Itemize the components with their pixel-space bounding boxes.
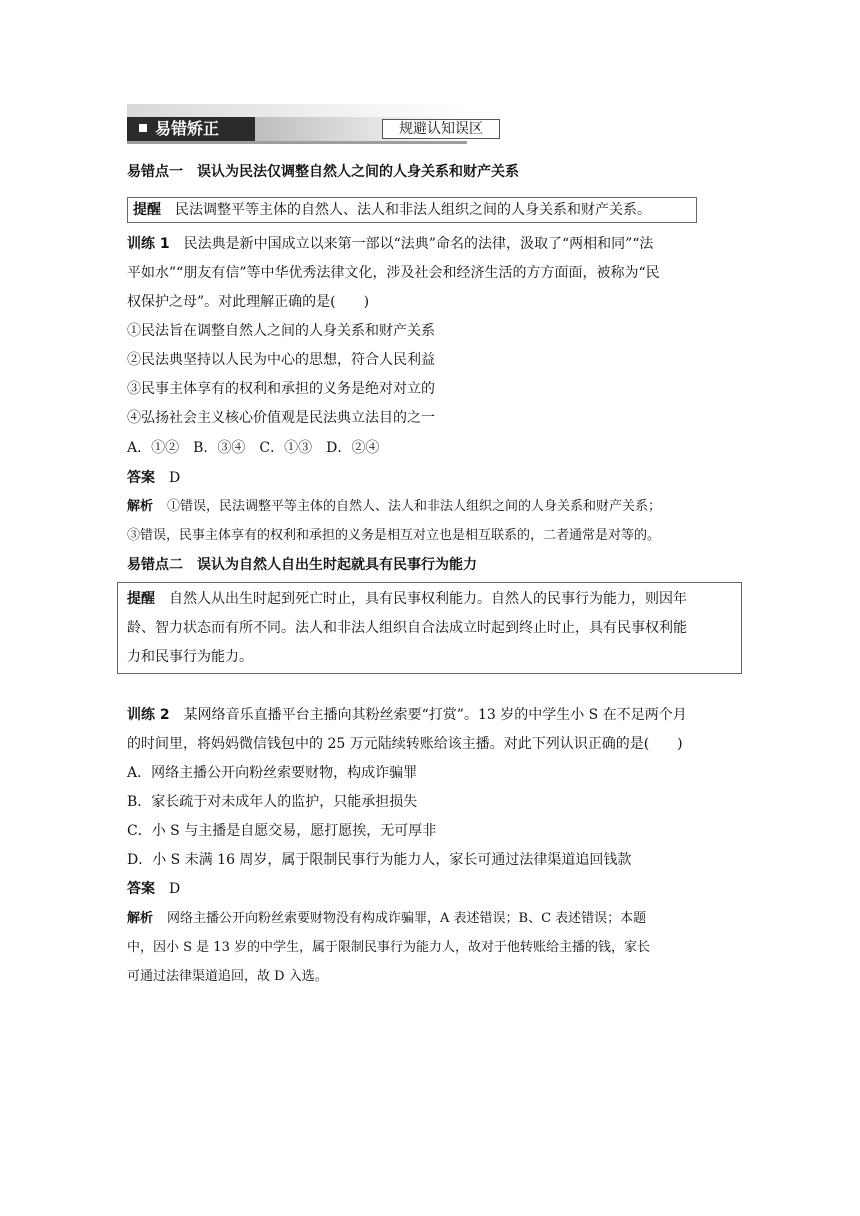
tip-label: 提醒 bbox=[133, 202, 161, 218]
square-bullet-icon bbox=[139, 124, 147, 132]
section2-tip-line-2: 龄、智力状态而有所不同。法人和非法人组织自合法成立时起到终止时止，具有民事权利能 bbox=[127, 620, 687, 636]
question1-line-2: 平如水”“朋友有信”等中华优秀法律文化，涉及社会和经济生活的方方面面，被称为“民 bbox=[127, 265, 660, 281]
question1-option-2: ②民法典坚持以人民为中心的思想，符合人民利益 bbox=[127, 352, 435, 368]
banner-subtitle: 规避认知误区 bbox=[382, 119, 500, 139]
banner-subtitle-strip bbox=[255, 117, 483, 141]
answer2-value: D bbox=[169, 881, 181, 897]
answer1-label: 答案 bbox=[127, 470, 155, 486]
question2-line-2: 的时间里，将妈妈微信钱包中的 25 万元陆续转账给该主播。对此下列认识正确的是( ) bbox=[127, 736, 683, 752]
tip-text: 民法调整平等主体的自然人、法人和非法人组织之间的人身关系和财产关系。 bbox=[175, 202, 651, 218]
question2-option-d: D．小 S 未满 16 周岁，属于限制民事行为能力人，家长可通过法律渠道追回钱款 bbox=[127, 852, 632, 868]
section-banner bbox=[127, 104, 483, 144]
analysis2-line-1: 解析 网络主播公开向粉丝索要财物没有构成诈骗罪，A 表述错误；B、C 表述错误；本题 bbox=[127, 911, 647, 926]
question1-option-3: ③民事主体享有的权利和承担的义务是绝对对立的 bbox=[127, 381, 435, 397]
banner-title bbox=[127, 117, 255, 141]
banner-top-strip bbox=[127, 104, 467, 117]
section1-tip bbox=[133, 200, 651, 220]
question1-line-1: 训练 1 民法典是新中国成立以来第一部以“法典”命名的法律，汲取了“两相和同”“法 bbox=[127, 236, 654, 252]
section2-tip-line-1: 提醒 自然人从出生时起到死亡时止，具有民事权利能力。自然人的民事行为能力，则因年 bbox=[127, 591, 687, 607]
question1-label: 训练 1 bbox=[127, 236, 170, 252]
question2-option-c: C．小 S 与主播是自愿交易，愿打愿挨，无可厚非 bbox=[127, 823, 437, 839]
question1-choices: A．①② B．③④ C．①③ D．②④ bbox=[127, 440, 380, 456]
section2-tip-line-3: 力和民事行为能力。 bbox=[127, 649, 253, 665]
banner-title-text: 易错矫正 bbox=[155, 119, 220, 138]
question1-option-1: ①民法旨在调整自然人之间的人身关系和财产关系 bbox=[127, 323, 435, 339]
analysis1-line-1: 解析 ①错误，民法调整平等主体的自然人、法人和非法人组织之间的人身关系和财产关系； bbox=[127, 499, 662, 514]
analysis2-line-2: 中，因小 S 是 13 岁的中学生，属于限制民事行为能力人，故对于他转账给主播的钱，家长 bbox=[127, 940, 650, 955]
banner-bottom-strip bbox=[127, 141, 467, 144]
question2-option-a: A．网络主播公开向粉丝索要财物，构成诈骗罪 bbox=[127, 765, 418, 781]
question2-line-1: 训练 2 某网络音乐直播平台主播向其粉丝索要“打赏”。13 岁的中学生小 S 在不足两个月 bbox=[127, 707, 687, 723]
tip2-label: 提醒 bbox=[127, 591, 155, 607]
answer2-label: 答案 bbox=[127, 881, 155, 897]
analysis2-line-3: 可通过法律渠道追回，故 D 入选。 bbox=[127, 969, 328, 984]
question1-option-4: ④弘扬社会主义核心价值观是民法典立法目的之一 bbox=[127, 410, 435, 426]
answer1-value: D bbox=[169, 470, 181, 486]
analysis2-label: 解析 bbox=[127, 911, 154, 926]
question2-label: 训练 2 bbox=[127, 707, 170, 723]
analysis1-line-2: ③错误，民事主体享有的权利和承担的义务是相互对立也是相互联系的，二者通常是对等的。 bbox=[127, 528, 661, 543]
answer1 bbox=[127, 468, 180, 488]
question2-option-b: B．家长疏于对未成年人的监护，只能承担损失 bbox=[127, 794, 418, 810]
section1-heading: 易错点一 误认为民法仅调整自然人之间的人身关系和财产关系 bbox=[127, 164, 519, 180]
section2-heading: 易错点二 误认为自然人自出生时起就具有民事行为能力 bbox=[127, 557, 477, 573]
question1-line-3: 权保护之母”。对此理解正确的是( ) bbox=[127, 294, 370, 310]
analysis1-label: 解析 bbox=[127, 499, 154, 514]
answer2 bbox=[127, 879, 180, 899]
